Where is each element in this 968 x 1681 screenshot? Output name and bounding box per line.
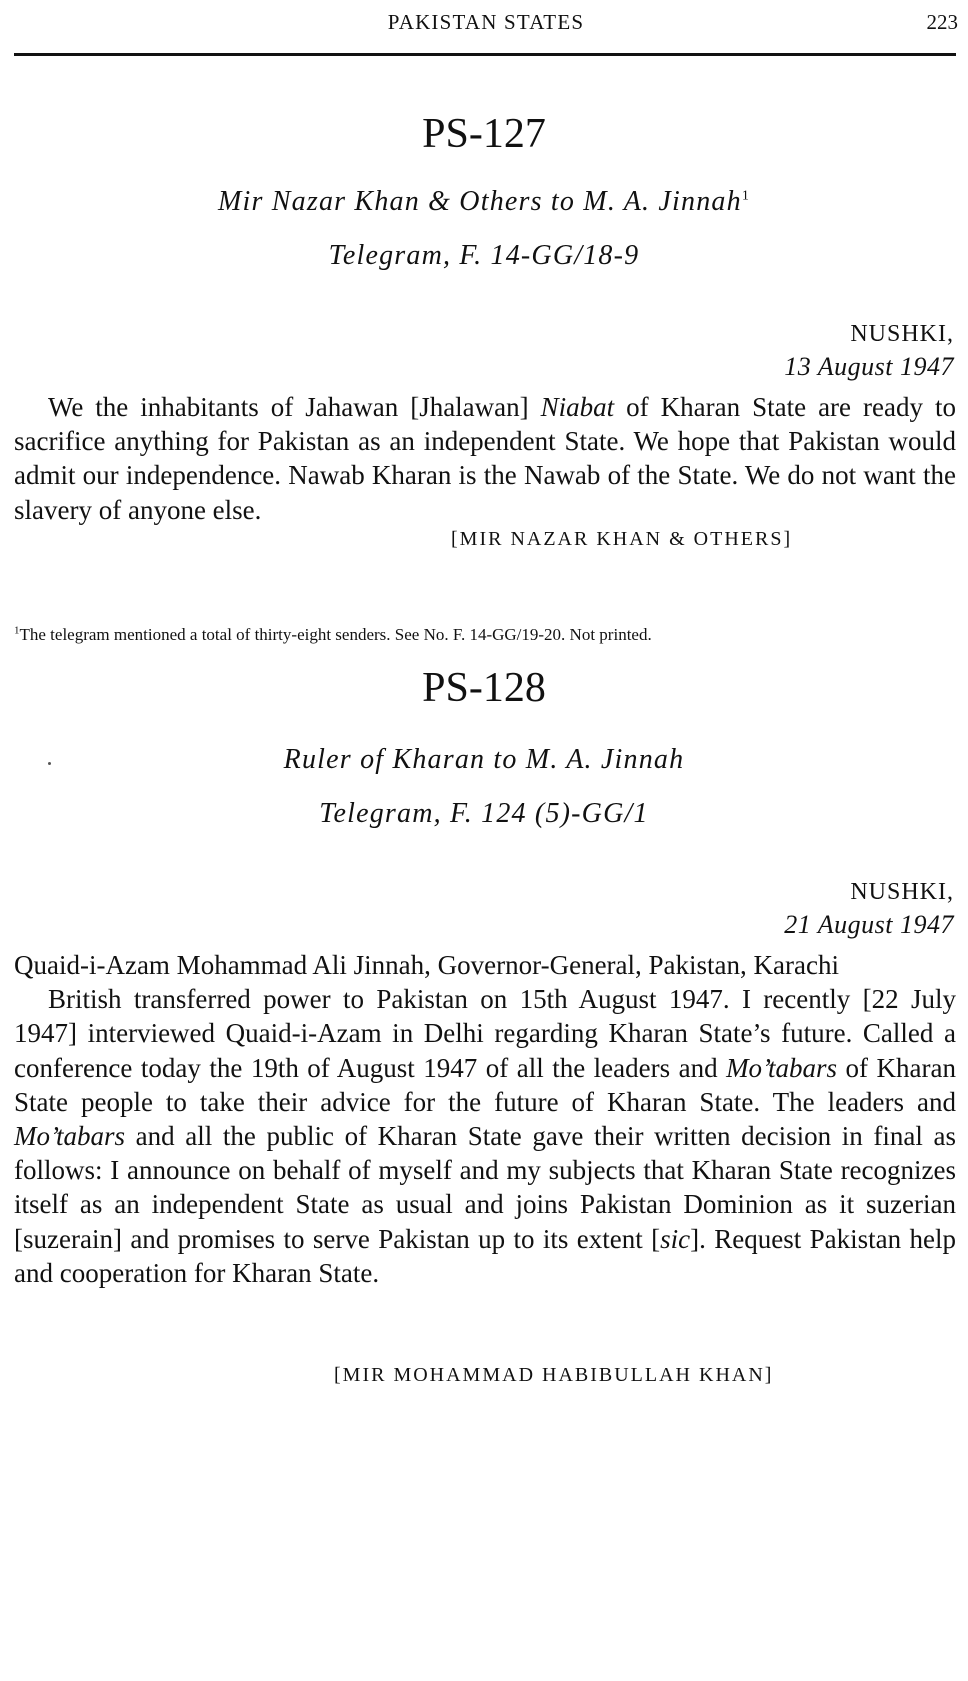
signature: [MIR MOHAMMAD HABIBULLAH KHAN] — [334, 1364, 774, 1386]
body-paragraph: We the inhabitants of Jahawan [Jhalawan] Niabat of Kharan State are ready to sacrifice anything for Pakistan as an independent State. We hope that Pakistan would admit our independence. Nawab Kharan is the Nawab of the State. We do not want the slavery of anyone else. — [14, 392, 956, 525]
header-rule — [14, 53, 956, 56]
document-number: PS-127 — [422, 111, 546, 157]
address-line: Quaid-i-Azam Mohammad Ali Jinnah, Governor-General, Pakistan, Karachi — [14, 950, 839, 980]
body-paragraph: British transferred power to Pakistan on 15th August 1947. I recently [22 July 1947] interviewed Quaid-i-Azam in Delhi regarding Kharan State’s future. Called a conference today the 19th of August 1947 of all the leaders and Mo’tabars of Kharan State people to take their advice for the future of Kharan State. The leaders and Mo’tabars and all the public of Kharan State gave their written decision in final as follows: I announce on behalf of myself and my subjects that Kharan State recognizes itself as an independent State as usual and joins Pakistan Dominion as it suzerian [suzerain] and promises to serve Pakistan up to its extent [sic]. Request Pakistan help and cooperation for Kharan State. — [14, 984, 956, 1288]
page-number: 223 — [926, 10, 958, 34]
dateline-date: 13 August 1947 — [784, 352, 954, 381]
document-number: PS-128 — [422, 665, 546, 711]
document-body — [14, 390, 956, 527]
document-subtitle: Ruler of Kharan to M. A. Jinnah — [283, 744, 685, 775]
footnote-marker: 1 — [741, 188, 751, 204]
dateline-place: NUSHKI, — [850, 879, 954, 905]
dateline-date: 21 August 1947 — [784, 910, 954, 939]
document-subtitle — [0, 186, 968, 218]
document-reference: Telegram, F. 14-GG/18-9 — [328, 240, 640, 271]
document-body — [14, 948, 956, 1290]
running-title: PAKISTAN STATES — [387, 10, 585, 34]
running-head — [14, 6, 958, 36]
dateline-place: NUSHKI, — [850, 321, 954, 347]
document-subtitle-text: Mir Nazar Khan & Others to M. A. Jinnah — [217, 186, 742, 217]
footnote — [14, 625, 956, 645]
document-reference: Telegram, F. 124 (5)-GG/1 — [319, 798, 649, 829]
signature: [MIR NAZAR KHAN & OTHERS] — [451, 528, 793, 550]
footnote-text: The telegram mentioned a total of thirty-eight senders. See No. F. 14-GG/19-20. Not printed. — [19, 625, 652, 644]
footnote-marker: 1 — [14, 624, 20, 637]
